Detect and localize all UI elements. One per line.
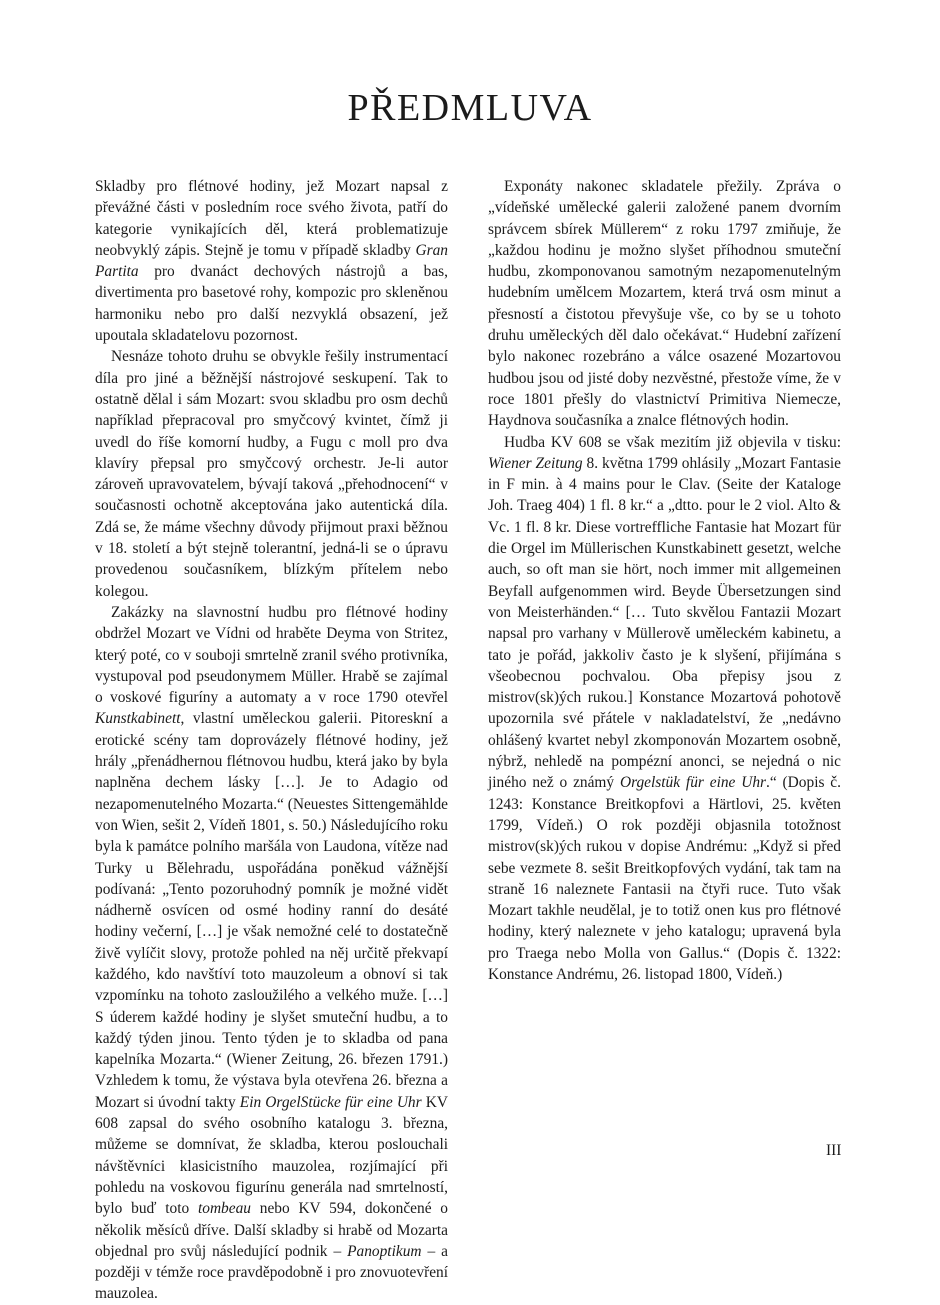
- text-run: nebo KV 594, dokončené o několik měsíců dříve. Další skladby si hrabě od Mozarta objednal pro svůj následující podnik –: [95, 1200, 448, 1260]
- paragraph-2: Nesnáze tohoto druhu se obvykle řešily instrumentací díla pro jiné a běžnější nástrojové seskupení. Tak to ostatně dělal i sám Mozart: svou skladbu pro osm dechů například přepracoval pro smyčcový kvintet, čímž ji uvedl do říše komorní hudby, a Fugu c moll pro dva klavíry přepsal pro smyčcový orchestr. Je-li autor zároveň upravovatelem, bývají taková „přehodnocení“ v současnosti ochotně akceptována jako autentická díla. Zdá se, že máme všechny důvody přijmout praxi běžnou v 18. století a být stejně tolerantní, jedná-li se o úpravu provedenou současníkem, blízkým přítelem nebo kolegou.: [95, 348, 448, 600]
- italic-title: Ein OrgelStücke für eine Uhr: [239, 1093, 422, 1111]
- italic-title: Gran Partita: [95, 241, 448, 281]
- paragraph-3: [95, 602, 448, 1305]
- text-run: 8. května 1799 ohlásily „Mozart Fantasie in F min. à 4 mains pour le Clav. (Seite der Kataloge Joh. Traeg 404) 1 fl. 8 kr.“ a „dtto. pour le 2 viol. Alto & Vc. 1 fl. 8 kr. Diese vortreffliche Fantasie hat Mozart für die Orgel im Müllerischen Kunstkabinett gesetzt, welche auch, so oft man sie hört, noch immer mit allgemeinen Beyfall aufgenommen wird. Beyde Übersetzungen sind von Meisterhänden.“ [… Tuto skvělou Fantazii Mozart napsal pro varhany v Müllerově uměleckém kabinetu, a tato je pořád, jakkoliv často je k slyšení, přijímána s všeobecnou pochvalou. Oba přepisy jsou z mistrov(sk)ých rukou.] Konstance Mozartová pohotově upozornila své přátele v nakladatelství, že „nedávno ohlášený kvartet nebyl zkomponován Mozartem osobně, nýbrž, nehledě na pompézní anonci, se nejedná o nic jiného než o známý: [488, 454, 841, 792]
- page-number: III: [826, 1142, 842, 1159]
- text-run: Hudba KV 608 se však mezitím již objevila v tisku:: [504, 433, 841, 451]
- left-column: [95, 176, 448, 1305]
- text-run: Skladby pro flétnové hodiny, jež Mozart napsal z převážné části v posledním roce svého života, patří do kategorie vynikajících děl, která problematizuje neobvyklý zápis. Stejně je tomu v případě skladby: [95, 178, 448, 259]
- paragraph-5: [488, 432, 841, 986]
- italic-title: Orgelstük für eine Uhr: [619, 774, 767, 792]
- paragraph-1: [95, 176, 448, 346]
- text-run: pro dvanáct dechových nástrojů a bas, divertimenta pro basetové rohy, kompozic pro skleněnou harmoniku nebo pro další nezvyklá obsazení, jež upoutala skladatelovu pozornost.: [95, 263, 448, 345]
- text-run: .“ (Dopis č. 1243: Konstance Breitkopfovi a Härtlovi, 25. květen 1799, Vídeň.) O rok později objasnila totožnost mistrov(sk)ých rukou v dopise Andrému: „Když si před sebe vezmete 8. sešit Breitkopfových vydání, tak tam na straně 16 naleznete Fantasii na čtyři ruce. Tuto však Mozart takhle neudělal, je to totiž onen kus pro flétnové hodiny, který naleznete v jeho katalogu; upravená byla pro Traega nebo Molla von Gallus.“ (Dopis č. 1322: Konstance Andrému, 26. listopad 1800, Vídeň.): [488, 774, 841, 983]
- italic-title: Panoptikum: [347, 1242, 422, 1260]
- text-run: KV 608 zapsal do svého osobního katalogu 3. března, můžeme se domnívat, že skladba, kterou poslouchali návštěvníci klasicistního mauzolea, rozjímající při pohledu na voskovou figurínu generála nad smrtelností, bylo buď toto: [95, 1093, 448, 1218]
- page-title: PŘEDMLUVA: [347, 87, 593, 129]
- italic-title: tombeau: [197, 1200, 251, 1218]
- text-run: – a později v témže roce pravděpodobně i pro znovuotevření mauzolea.: [95, 1242, 448, 1303]
- text-run: Zakázky na slavnostní hudbu pro flétnové hodiny obdržel Mozart ve Vídni od hraběte Deyma von Stritez, který poté, co v souboji smrtelně zranil svého protivníka, vystupoval pod pseudonymem Müller. Hrabě se zajímal o voskové figuríny a automaty a v roce 1790 otevřel: [95, 603, 448, 707]
- right-column: [488, 176, 841, 985]
- italic-title: Kunstkabinett: [95, 710, 181, 728]
- text-run: , vlastní uměleckou galerii. Pitoreskní a erotické scény tam doprovázely flétnové hodiny, jež hrály „přenádhernou flétnovou hudbu, která jako by byla naplněna dechem lásky […]. Je to Adagio od nezapomenutelného Mozarta.“ (Neuestes Sittengemählde von Wien, sešit 2, Vídeň 1801, s. 50.) Následujícího roku byla k památce polního maršála von Laudona, vítěze nad Turky u Bělehradu, uspořádána poněkud vážnější podívaná: „Tento pozoruhodný pomník je možné vidět nádherně osvícen od osmé hodiny ranní do desáté hodiny večerní, […] je však nemožné celé to dostatečně živě vylíčit slovy, protože pohled na něj určitě překvapí každého, kdo navštíví toto mauzoleum a obnoví si tak vzpomínku na tohoto zasloužilého a velkého muže. […] S úderem každé hodiny je slyšet smuteční hudbu, a to každý týden jinou. Tento týden je to skladba od pana kapelníka Mozarta.“ (Wiener Zeitung, 26. březen 1791.) Vzhledem k tomu, že výstava byla otevřena 26. března a Mozart si úvodní takty: [95, 710, 448, 1111]
- italic-title: Wiener Zeitung: [488, 454, 583, 472]
- paragraph-4: Exponáty nakonec skladatele přežily. Zpráva o „vídeňské umělecké galerii založené panem dvorním správcem sbírek Müllerem“ z roku 1797 zmiňuje, že „každou hodinu je možno slyšet příhodnou smuteční hudbu, zkomponovanou samotným nezapomenutelným hudebním umělcem Mozartem, která trvá osm minut a přesností a čistotou převyšuje vše, co by se u tohoto druhu uměleckých děl dalo očekávat.“ Hudební zařízení bylo nakonec rozebráno a válce osazené Mozartovou hudbou jsou od jisté doby nezvěstné, přestože víme, že v roce 1801 přešly do vlastnictví Primitiva Niemecze, Haydnova současníka a znalce flétnových hodin.: [488, 178, 841, 430]
